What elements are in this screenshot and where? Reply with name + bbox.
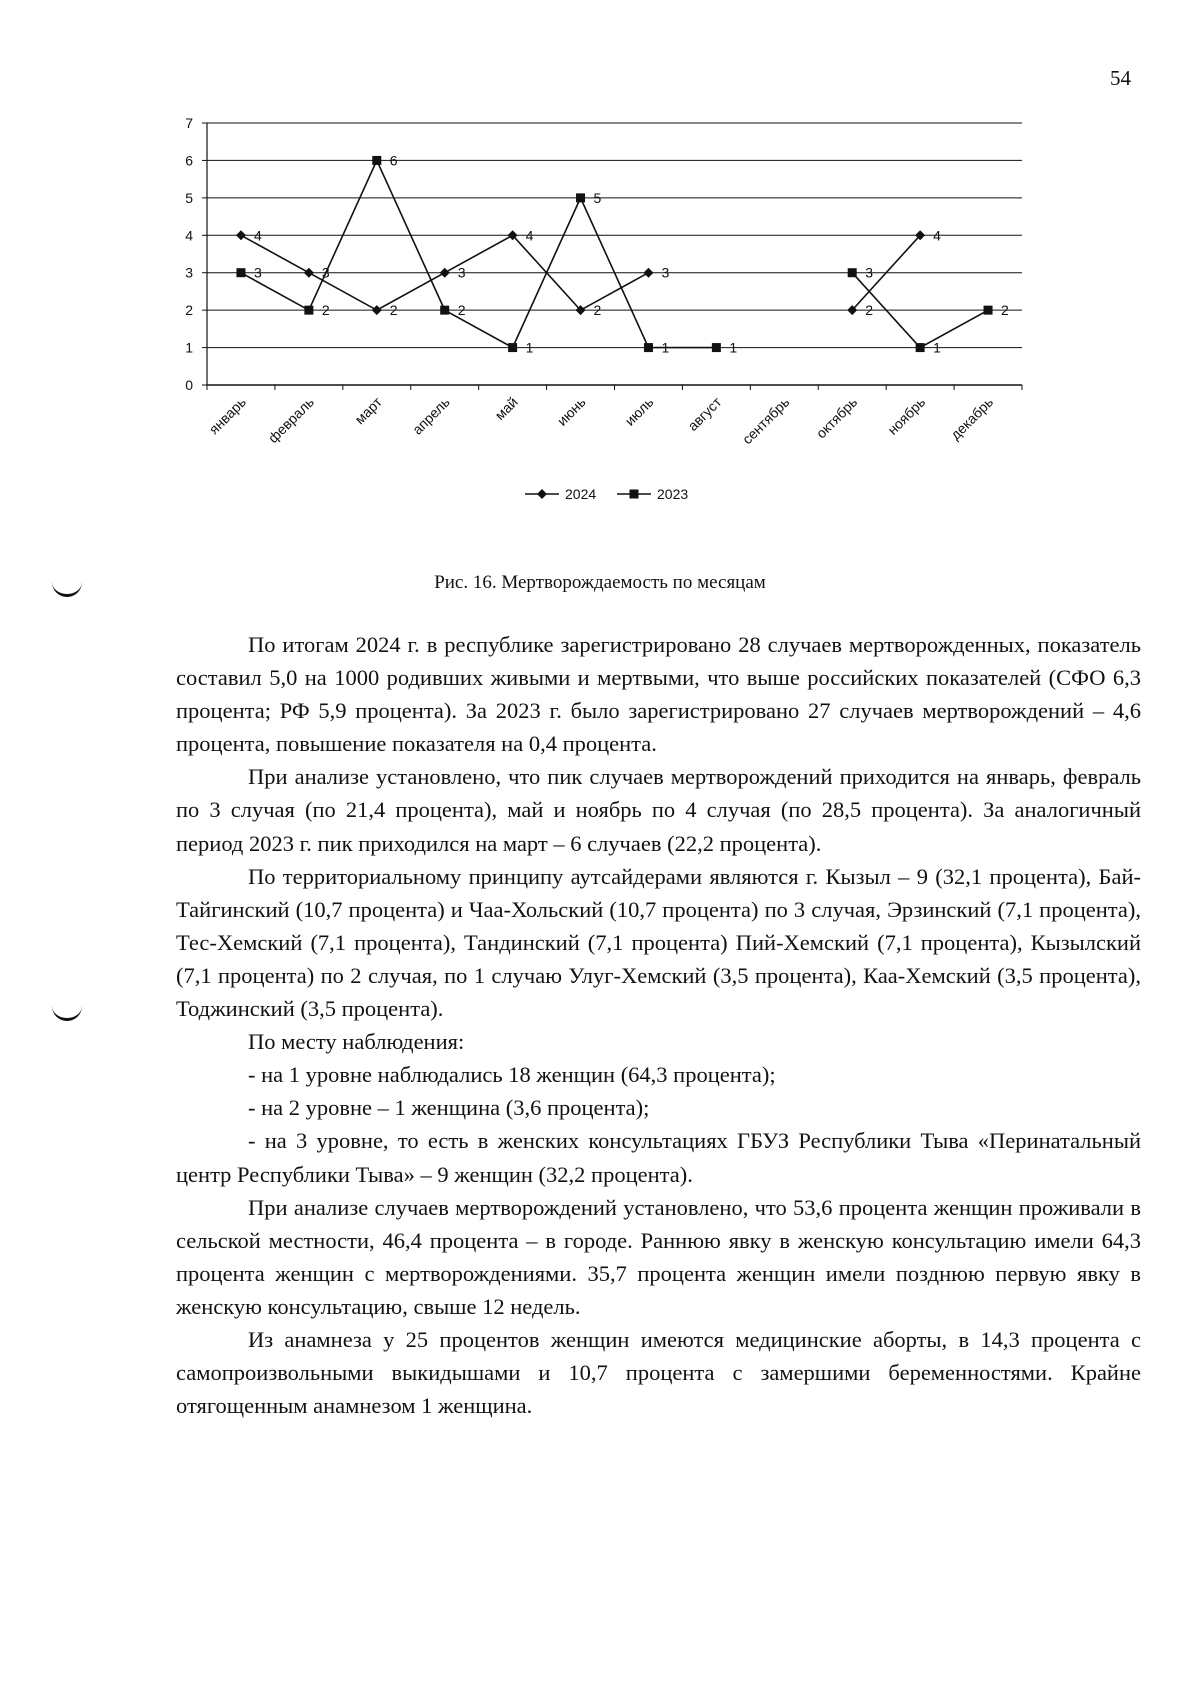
y-tick-label: 5 <box>185 189 193 206</box>
paragraph-2: При анализе установлено, что пик случаев мертворождений приходится на январь, февраль по 3 случая (по 21,4 процента), май и ноябрь по 4 случая (по 28,5 процента). За аналогичный период 2023 г. пик приходился на март – 6 случаев (22,2 процента). <box>176 764 1141 856</box>
series-2023-point <box>644 343 653 352</box>
paragraph-9: Из анамнеза у 25 процентов женщин имеются медицинские аборты, в 14,3 процента с самопроизвольными выкидышами и 10,7 процента с замершими беременностями. Крайне отягощенным анамнезом 1 женщина. <box>176 1326 1141 1419</box>
series-2024-data-label: 2 <box>593 302 602 319</box>
series-2024-point <box>304 268 314 278</box>
series-2023-point <box>712 343 721 352</box>
paragraph-6: - на 2 уровне – 1 женщина (3,6 процента); <box>248 1095 650 1121</box>
y-tick-label: 3 <box>185 264 193 281</box>
legend-2024-marker <box>537 489 547 499</box>
series-2023-data-label: 2 <box>457 302 466 319</box>
series-2023-point <box>984 306 993 315</box>
series-2024-data-label: 4 <box>933 227 941 244</box>
figure-caption: Рис. 16. Мертворождаемость по месяцам <box>434 572 766 593</box>
margin-mark-bottom <box>52 1004 82 1021</box>
y-tick-label: 2 <box>185 302 193 319</box>
body-text <box>176 628 1141 1422</box>
x-tick-label: сентябрь <box>738 393 793 448</box>
paragraph-7: - на 3 уровне, то есть в женских консультациях ГБУЗ Республики Тыва «Перинатальный центр Республики Тыва» – 9 женщин (32,2 процента). <box>176 1128 1141 1187</box>
paragraph-5: - на 1 уровне наблюдались 18 женщин (64,3 процента); <box>248 1062 776 1088</box>
series-2023-data-label: 2 <box>321 302 330 319</box>
series-2023-point <box>576 193 585 202</box>
series-2023-data-label: 1 <box>729 339 738 356</box>
x-tick-label: июнь <box>553 393 589 429</box>
series-2024-data-label: 4 <box>525 227 534 244</box>
series-2023-data-label: 5 <box>593 189 602 206</box>
series-2024-point <box>236 230 246 240</box>
series-2024-data-label: 4 <box>253 227 262 244</box>
x-tick-label: февраль <box>264 393 317 446</box>
x-tick-label: январь <box>205 393 250 438</box>
series-2023-point <box>508 343 517 352</box>
y-tick-label: 0 <box>185 377 193 393</box>
series-2023-data-label: 1 <box>933 339 941 356</box>
series-2024-data-label: 3 <box>321 264 330 281</box>
series-2023-data-label: 1 <box>661 339 670 356</box>
x-tick-label: август <box>684 393 725 434</box>
x-tick-label: июль <box>621 393 657 429</box>
series-2024-point <box>372 305 382 315</box>
x-tick-label: ноябрь <box>884 393 929 438</box>
x-tick-label: март <box>351 393 385 428</box>
series-2023-point <box>848 268 857 277</box>
series-2023-data-label: 3 <box>253 264 262 281</box>
x-tick-label: декабрь <box>947 393 997 443</box>
paragraph-3: По территориальному принципу аутсайдерами являются г. Кызыл – 9 (32,1 процента), Бай-Тайгинский (10,7 процента) и Чаа-Хольский (10,7 процента) по 3 случая, Эрзинский (7,1 процента), Тес-Хемский (7,1 процента), Тандинский (7,1 процента) Пий-Хемский (7,1 процента), Кызылский (7,1 процента) по 2 случая, по 1 случаю Улуг-Хемский (3,5 процента), Каа-Хемский (3,5 процента), Тоджинский (3,5 процента). <box>176 863 1141 1022</box>
series-2023-point <box>236 268 245 277</box>
series-2024-data-label: 2 <box>389 302 398 319</box>
paragraph-8: При анализе случаев мертворождений установлено, что 53,6 процента женщин проживали в сельской местности, 46,4 процента – в городе. Раннюю явку в женскую консультацию имели 64,3 процента женщин с мертворождениями. 35,7 процента женщин имели позднюю первую явку в женскую консультацию, свыше 12 недель. <box>176 1194 1141 1319</box>
series-2023-point <box>372 156 381 165</box>
series-2023-data-label: 3 <box>865 264 874 281</box>
series-2024-data-label: 2 <box>865 302 874 319</box>
legend-2023-label: 2023 <box>657 486 689 502</box>
y-tick-label: 1 <box>185 339 193 356</box>
y-tick-label: 7 <box>185 115 193 131</box>
series-2023-data-label: 1 <box>525 339 534 356</box>
series-2023-data-label: 6 <box>389 152 398 169</box>
x-tick-label: апрель <box>409 393 453 438</box>
series-2023-point <box>304 306 313 315</box>
series-2024-point <box>643 268 653 278</box>
series-2024-point <box>440 268 450 278</box>
series-2024-data-label: 3 <box>457 264 466 281</box>
page-number: 54 <box>1110 66 1131 90</box>
series-2023-data-label: 2 <box>1001 302 1009 319</box>
legend-2023-marker <box>630 490 639 499</box>
x-tick-label: май <box>491 393 521 423</box>
paragraph-4: По месту наблюдения: <box>248 1029 465 1055</box>
stillbirth-line-chart <box>170 115 1130 575</box>
paragraph-1: По итогам 2024 г. в республике зарегистрировано 28 случаев мертворожденных, показатель составил 5,0 на 1000 родивших живыми и мертвыми, что выше российских показателей (СФО 6,3 процента; РФ 5,9 процента). За 2023 г. было зарегистрировано 27 случаев мертворождений – 4,6 процента, повышение показателя на 0,4 процента. <box>176 632 1141 757</box>
series-2023-point <box>440 306 449 315</box>
legend-2024-label: 2024 <box>565 486 597 502</box>
margin-mark-top <box>52 580 82 597</box>
y-tick-label: 4 <box>185 227 193 244</box>
series-2024-data-label: 3 <box>661 264 670 281</box>
y-tick-label: 6 <box>185 152 193 169</box>
series-2023-point <box>916 343 925 352</box>
x-tick-label: октябрь <box>812 393 861 442</box>
